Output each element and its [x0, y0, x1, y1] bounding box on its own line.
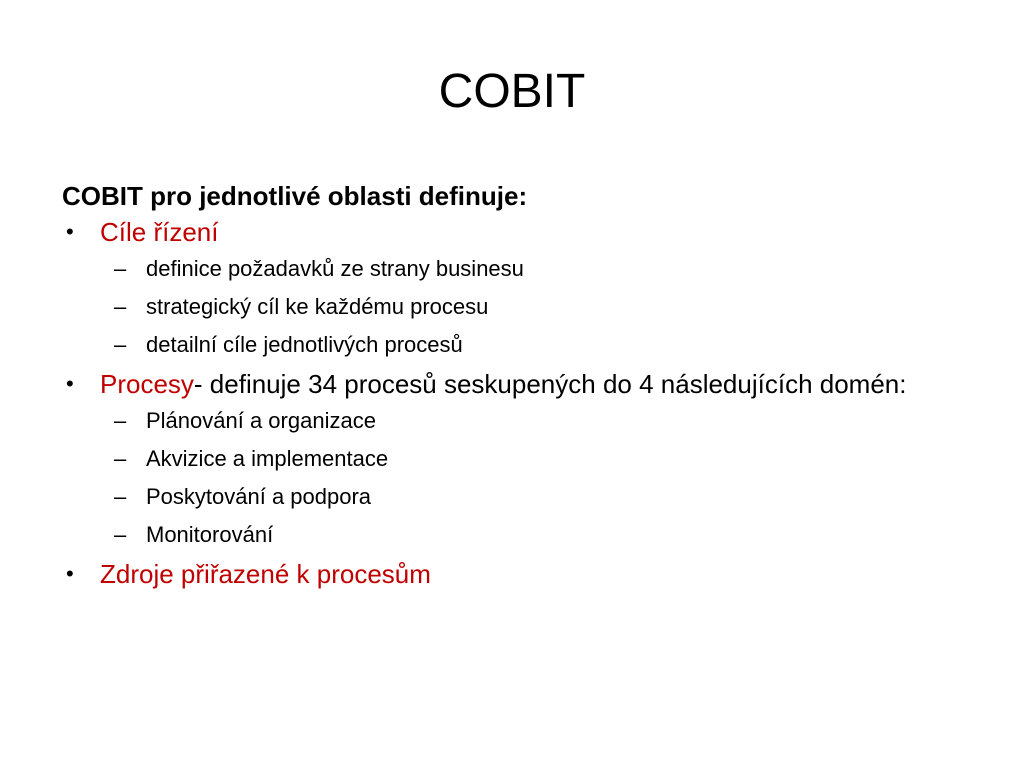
bullet-text: - definuje 34 procesů seskupených do 4 následujících domén:	[193, 369, 907, 399]
intro-heading: COBIT pro jednotlivé oblasti definuje:	[62, 181, 528, 211]
sub-item-text: Monitorování	[146, 522, 274, 547]
dash-marker: –	[114, 446, 127, 471]
sub-item-text: strategický cíl ke každému procesu	[146, 294, 489, 319]
sub-item-text: Plánování a organizace	[146, 408, 376, 433]
sub-item	[100, 444, 962, 474]
bullet-item-cile-rizeni	[62, 216, 962, 360]
dash-marker: –	[114, 332, 127, 357]
bullet-red-text: Procesy	[100, 369, 194, 399]
slide-title: COBIT	[438, 65, 586, 118]
sub-list	[100, 406, 962, 550]
bullet-item-procesy	[62, 368, 962, 550]
sub-list	[100, 254, 962, 360]
dash-marker: –	[114, 484, 127, 509]
sub-item-text: Poskytování a podpora	[146, 484, 372, 509]
bullet-item-zdroje	[62, 558, 962, 590]
sub-item	[100, 292, 962, 322]
bullet-red-text: Zdroje přiřazené k procesům	[100, 559, 431, 589]
bullet-marker: •	[66, 371, 74, 396]
dash-marker: –	[114, 294, 127, 319]
bullet-list	[62, 216, 962, 590]
sub-item	[100, 254, 962, 284]
sub-item	[100, 482, 962, 512]
sub-item	[100, 330, 962, 360]
bullet-marker: •	[66, 219, 74, 244]
bullet-red-text: Cíle řízení	[100, 217, 219, 247]
dash-marker: –	[114, 256, 127, 281]
dash-marker: –	[114, 408, 127, 433]
sub-item-text: detailní cíle jednotlivých procesů	[146, 332, 463, 357]
dash-marker: –	[114, 522, 127, 547]
slide-content	[62, 178, 962, 596]
bullet-marker: •	[66, 561, 74, 586]
sub-item-text: Akvizice a implementace	[146, 446, 389, 471]
sub-item	[100, 406, 962, 436]
sub-item-text: definice požadavků ze strany businesu	[146, 256, 524, 281]
sub-item	[100, 520, 962, 550]
